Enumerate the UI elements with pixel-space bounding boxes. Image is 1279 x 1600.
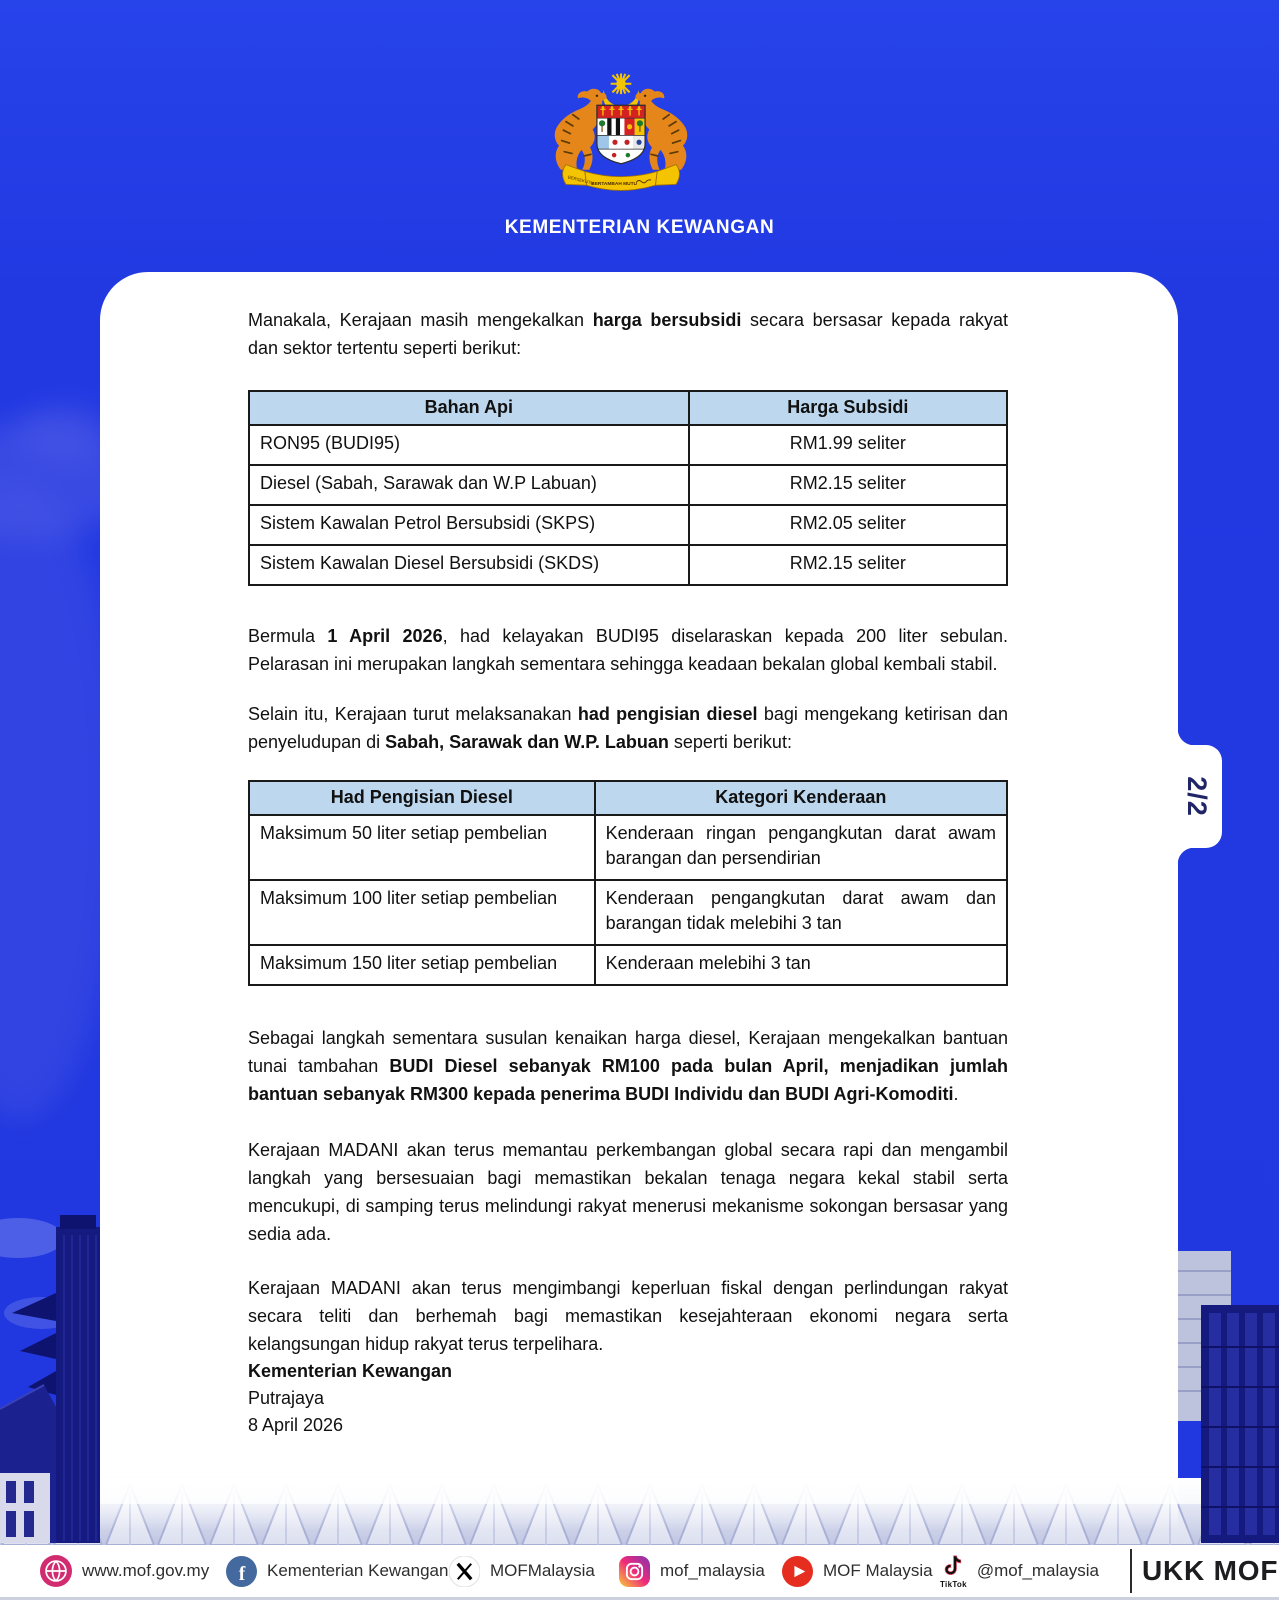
table-row: Diesel (Sabah, Sarawak dan W.P Labuan) RM2.15 seliter — [249, 465, 1007, 505]
paragraph-budi95-limit: Bermula 1 April 2026, had kelayakan BUDI95 diselaraskan kepada 200 liter sebulan. Pelarasan ini merupakan langkah sementara sehingga keadaan bekalan global kembali stabil. — [248, 626, 1009, 674]
diesel-fill-limit-table — [248, 780, 1008, 986]
paragraph-madani-monitor: Kerajaan MADANI akan terus memantau perkembangan global secara rapi dan mengambil langkah yang bersesuaian bagi memastikan bekalan tenaga negara kekal stabil serta mencukupi, di samping terus melindungi rakyat menerusi mekanisme sokongan bersasar yang sedia ada. — [248, 1140, 1008, 1244]
page-number-tab — [1170, 745, 1222, 848]
tiktok-icon — [940, 1554, 966, 1582]
column-header: Harga Subsidi — [689, 391, 1007, 425]
facebook-icon — [226, 1556, 257, 1587]
page-number-label: 2/2 — [1181, 776, 1212, 817]
youtube-link[interactable] — [782, 1545, 933, 1597]
column-header: Had Pengisian Diesel — [249, 781, 595, 815]
signature-city: Putrajaya — [248, 1388, 325, 1408]
putrajaya-building-right — [1173, 1227, 1279, 1543]
table-row: Maksimum 150 liter setiap pembelian Kenderaan melebihi 3 tan — [249, 945, 1007, 985]
x-label: MOFMalaysia — [490, 1561, 595, 1580]
youtube-label: MOF Malaysia — [823, 1561, 933, 1580]
instagram-link[interactable] — [619, 1545, 765, 1597]
paragraph-subsidised-prices: Manakala, Kerajaan masih mengekalkan harga bersubsidi secara bersasar kepada rakyat dan sektor tertentu seperti berikut: — [248, 310, 1008, 358]
paragraph-budi-diesel-aid: Sebagai langkah sementara susulan kenaikan harga diesel, Kerajaan mengekalkan bantuan tunai tambahan BUDI Diesel sebanyak RM100 pada bulan April, menjadikan jumlah bantuan sebanyak RM300 kepada penerima BUDI Individu dan BUDI Agri-Komoditi. — [248, 1028, 1008, 1104]
table-row: Sistem Kawalan Diesel Bersubsidi (SKDS) RM2.15 seliter — [249, 545, 1007, 585]
paragraph-madani-fiscal: Kerajaan MADANI akan terus mengimbangi keperluan fiskal dengan perlindungan rakyat secara teliti dan berhemah bagi memastikan kesejahteraan ekonomi negara serta kelangsungan hidup rakyat terus terpelihara. — [248, 1278, 1008, 1354]
ministry-title: KEMENTERIAN KEWANGAN — [504, 217, 775, 238]
table-header-row — [249, 781, 1007, 815]
website-link[interactable] — [40, 1545, 209, 1597]
x-twitter-link[interactable] — [449, 1545, 595, 1597]
table-row: Maksimum 50 liter setiap pembelian Kenderaan ringan pengangkutan darat awam barangan dan persendirian — [249, 815, 1007, 880]
column-header: Bahan Api — [249, 391, 689, 425]
table-header-row — [249, 391, 1007, 425]
footer-social-bar — [0, 1545, 1279, 1600]
signature-block — [248, 1358, 1008, 1439]
table-row: Sistem Kawalan Petrol Bersubsidi (SKPS) RM2.05 seliter — [249, 505, 1007, 545]
ukk-mof-brand: UKK MOF — [1142, 1555, 1279, 1586]
tiktok-link[interactable] — [940, 1545, 1099, 1597]
putrajaya-building-left — [0, 1143, 112, 1543]
paragraph-diesel-limit: Selain itu, Kerajaan turut melaksanakan had pengisian diesel bagi mengekang ketirisan dan penyeludupan di Sabah, Sarawak dan W.P. Labuan seperti berikut: — [248, 704, 1008, 752]
facebook-link[interactable] — [226, 1545, 448, 1597]
ribbon-text-center: BERTAMBAH MUTU — [591, 182, 637, 188]
website-label: www.mof.gov.my — [82, 1561, 210, 1580]
footer-divider — [1130, 1549, 1132, 1593]
motto-ribbon — [563, 165, 680, 191]
globe-icon — [40, 1555, 72, 1587]
instagram-icon — [619, 1556, 650, 1587]
signature-ministry: Kementerian Kewangan — [248, 1361, 453, 1381]
x-icon — [449, 1556, 480, 1587]
tiktok-label: @mof_malaysia — [976, 1561, 1099, 1580]
tiktok-wordmark: TikTok — [940, 1579, 967, 1589]
malaysia-coat-of-arms — [535, 70, 707, 199]
table-row: RON95 (BUDI95) RM1.99 seliter — [249, 425, 1007, 465]
svg-text:f: f — [238, 1563, 246, 1585]
youtube-icon — [782, 1556, 813, 1587]
fuel-subsidy-table — [248, 390, 1008, 586]
press-release-card — [100, 272, 1178, 1530]
ribbon-text-left: BERSEKUTU — [567, 174, 595, 186]
table-row: Maksimum 100 liter setiap pembelian Kenderaan pengangkutan darat awam dan barangan tidak melebihi 3 tan — [249, 880, 1007, 945]
column-header: Kategori Kenderaan — [595, 781, 1007, 815]
instagram-label: mof_malaysia — [660, 1561, 765, 1580]
signature-date: 8 April 2026 — [248, 1415, 344, 1435]
facebook-label: Kementerian Kewangan — [267, 1561, 449, 1580]
shield — [597, 105, 645, 163]
cloud-decoration — [20, 405, 110, 465]
